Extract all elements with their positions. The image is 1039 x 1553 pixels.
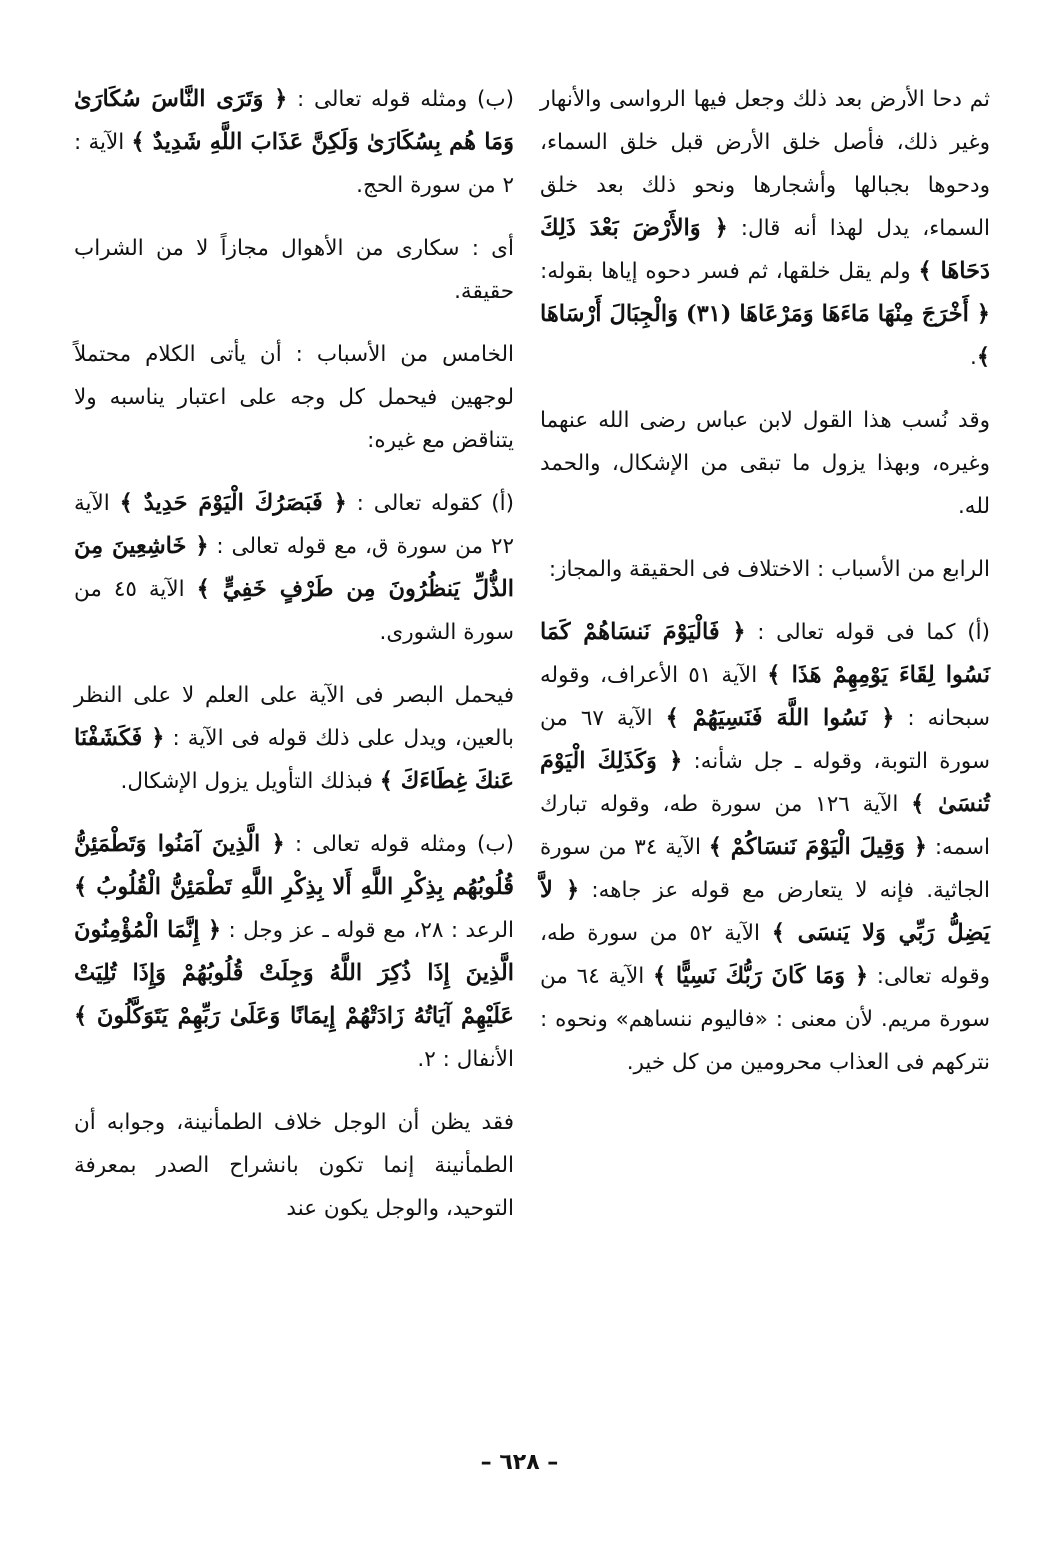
text-run: أى : سكارى من الأهوال مجازاً لا من الشراب حقيقة.	[74, 236, 514, 304]
text-run: (أ) كقوله تعالى :	[346, 491, 514, 516]
paragraph	[540, 78, 990, 379]
quran-quote: ﴿ فَالْيَوْمَ نَنسَاهُمْ كَمَا نَسُوا لِقَاءَ يَوْمِهِمْ هَذَا ﴾	[540, 619, 991, 688]
text-run: الآية ٦٤ من سورة مريم. لأن معنى : «فاليوم ننساهم» ونحوه : نتركهم فى العذاب محرومين من كل خير.	[540, 964, 990, 1075]
quran-quote: ﴿ إِنَّمَا الْمُؤْمِنُونَ الَّذِينَ إِذَا ذُكِرَ اللَّهُ وَجِلَتْ قُلُوبُهُمْ وَإِذَا تُلِيَتْ عَلَيْهِمْ آيَاتُهُ زَادَتْهُمْ إِيمَانًا وَعَلَىٰ رَبِّهِمْ يَتَوَكَّلُونَ ﴾	[74, 917, 514, 1029]
text-run: ثم دحا الأرض بعد ذلك وجعل فيها الرواسى والأنهار وغير ذلك، فأصل خلق الأرض قبل خلق السماء، ودحوها بجبالها وأشجارها ونحو ذلك بعد خلق السماء، يدل لهذا أنه قال:	[540, 87, 990, 241]
text-run: (أ) كما فى قوله تعالى :	[745, 620, 990, 645]
text-run: الأنفال : ٢.	[417, 1047, 514, 1072]
paragraph	[540, 611, 990, 1084]
quran-quote: ﴿ وَتَرَى النَّاسَ سُكَارَىٰ وَمَا هُم بِسُكَارَىٰ وَلَكِنَّ عَذَابَ اللَّهِ شَدِيدٌ ﴾	[74, 86, 514, 155]
text-run: الآية ١٢٦ من سورة طه، وقوله تبارك اسمه:	[540, 792, 991, 860]
text-run: ولم يقل خلقها، ثم فسر دحوه إياها بقوله:	[540, 259, 919, 284]
paragraph	[74, 674, 514, 803]
quran-quote: ﴿ فَبَصَرُكَ الْيَوْمَ حَدِيدٌ ﴾	[119, 490, 347, 516]
text-run: .	[969, 345, 977, 370]
text-run: الرعد : ٢٨، مع قوله ـ عز وجل :	[221, 918, 514, 943]
text-run: الآية ٥١ الأعراف، وقوله سبحانه :	[540, 663, 991, 731]
quran-quote: ﴿ خَاشِعِينَ مِنَ الذُّلِّ يَنظُرُونَ مِن طَرْفٍ خَفِيٍّ ﴾	[74, 533, 515, 602]
text-run: الآية ٥٢ من سورة طه، وقوله تعالى:	[540, 921, 991, 989]
text-run: الخامس من الأسباب : أن يأتى الكلام محتملاً لوجهين فيحمل كل وجه على اعتبار يناسبه ولا يتناقض مع غيره:	[74, 342, 514, 453]
paragraph	[74, 78, 514, 207]
text-run: الآية ٣٤ من سورة الجاثية. فإنه لا يتعارض مع قوله عز جاهه:	[540, 835, 990, 903]
text-run: فبذلك التأويل يزول الإشكال.	[120, 769, 380, 794]
quran-quote: ﴿ وَكَذَلِكَ الْيَوْمَ تُنسَىٰ ﴾	[540, 748, 990, 817]
quran-quote: ﴿ نَسُوا اللَّهَ فَنَسِيَهُمْ ﴾	[665, 705, 895, 731]
text-run: الآية ٤٥ من سورة الشورى.	[74, 577, 514, 645]
paragraph	[540, 548, 990, 591]
text-run: الرابع من الأسباب : الاختلاف فى الحقيقة والمجاز:	[548, 557, 990, 582]
paragraph	[74, 227, 514, 313]
quran-quote: ﴿ لاَّ يَضِلُّ رَبِّي وَلا يَنسَى ﴾	[540, 877, 991, 946]
paragraph	[74, 333, 514, 462]
quran-quote: ﴿ الَّذِينَ آمَنُوا وَتَطْمَئِنُّ قُلُوبُهُم بِذِكْرِ اللَّهِ أَلا بِذِكْرِ اللَّهِ تَطْمَئِنُّ الْقُلُوبُ ﴾	[74, 831, 514, 900]
text-run: (ب) ومثله قوله تعالى :	[284, 832, 515, 857]
paragraph	[74, 1101, 514, 1230]
page-number: – ٦٢٨ –	[480, 1450, 559, 1475]
paragraph	[540, 399, 990, 528]
text-run: فيحمل البصر فى الآية على العلم لا على النظر بالعين، ويدل على ذلك قوله فى الآية :	[74, 683, 514, 751]
left-column	[74, 78, 514, 1250]
text-run: الآية ٢٢ من سورة ق، مع قوله تعالى :	[74, 491, 514, 559]
text-run: الآية : ٢ من سورة الحج.	[74, 130, 514, 198]
quran-quote: ﴿ وَالأَرْضَ بَعْدَ ذَلِكَ دَحَاهَا ﴾	[540, 215, 990, 284]
text-run: فقد يظن أن الوجل خلاف الطمأنينة، وجوابه أن الطمأنينة إنما تكون بانشراح الصدر بمعرفة التوحيد، والوجل يكون عند	[74, 1110, 514, 1221]
paragraph	[74, 823, 514, 1081]
text-run: (ب) ومثله قوله تعالى :	[287, 87, 514, 112]
quran-quote: ﴿ فَكَشَفْنَا عَنكَ غِطَاءَكَ ﴾	[74, 725, 514, 794]
text-run: الآية ٦٧ من سورة التوبة، وقوله ـ جل شأنه:	[540, 706, 990, 774]
quran-quote: ﴿ أَخْرَجَ مِنْهَا مَاءَهَا وَمَرْعَاهَا (٣١) وَالْجِبَالَ أَرْسَاهَا ﴾	[540, 301, 990, 370]
text-run: وقد نُسب هذا القول لابن عباس رضى الله عنهما وغيره، وبهذا يزول ما تبقى من الإشكال، والحمد لله.	[540, 408, 990, 519]
quran-quote: ﴿ وَمَا كَانَ رَبُّكَ نَسِيًّا ﴾	[653, 963, 869, 989]
paragraph	[74, 482, 514, 654]
quran-quote: ﴿ وَقِيلَ الْيَوْمَ نَنسَاكُمْ ﴾	[708, 834, 927, 860]
right-column	[540, 78, 990, 1104]
